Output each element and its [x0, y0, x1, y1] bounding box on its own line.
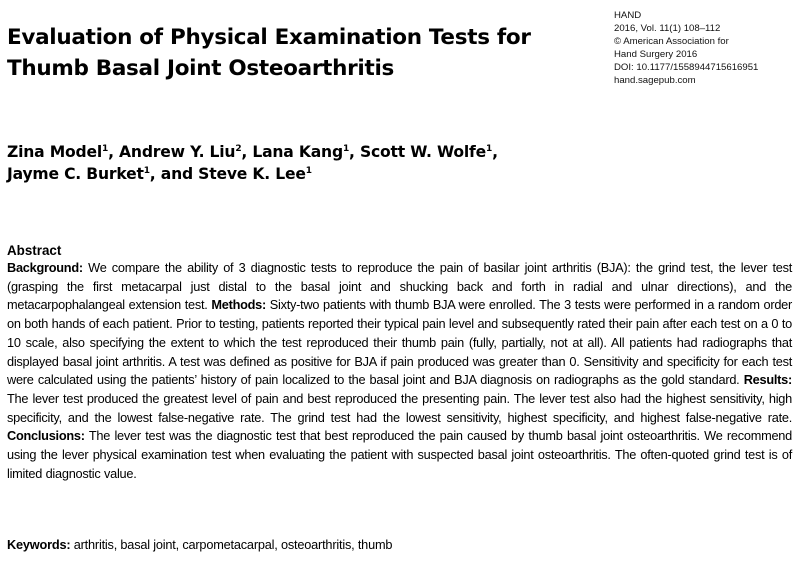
- affiliation-mark: 1: [102, 144, 109, 154]
- author-separator: , and: [149, 165, 199, 183]
- keywords: [7, 537, 707, 553]
- author-separator: ,: [349, 143, 360, 161]
- author-name: Andrew Y. Liu: [119, 143, 236, 161]
- journal-name: HAND: [614, 10, 642, 21]
- abstract-body: [7, 259, 792, 483]
- author-name: Zina Model: [7, 143, 103, 161]
- author-name: Scott W. Wolfe: [359, 143, 487, 161]
- affiliation-mark: 1: [305, 166, 312, 176]
- author-separator: ,: [241, 143, 253, 161]
- affiliation-mark: 1: [342, 144, 349, 154]
- author-name: Steve K. Lee: [198, 165, 306, 183]
- author-separator: ,: [492, 143, 498, 161]
- abstract-heading: Abstract: [7, 243, 62, 258]
- journal-citation: 2016, Vol. 11(1) 108–112: [614, 23, 721, 34]
- author-line-1: [7, 141, 707, 163]
- copyright-line-2: Hand Surgery 2016: [614, 49, 698, 60]
- article-title-line-2: Thumb Basal Joint Osteoarthritis: [7, 56, 395, 81]
- keywords-text: arthritis, basal joint, carpometacarpal, osteoarthritis, thumb: [70, 537, 393, 552]
- conclusions-label: Conclusions:: [7, 428, 85, 444]
- doi[interactable]: DOI: 10.1177/1558944715616951: [614, 62, 759, 73]
- author-name: Lana Kang: [252, 143, 343, 161]
- article-title: [7, 22, 587, 84]
- journal-website[interactable]: hand.sagepub.com: [614, 75, 696, 86]
- affiliation-mark: 2: [235, 144, 242, 154]
- journal-metadata: [614, 9, 800, 87]
- results-text: The lever test produced the greatest level of pain and best reproduced the presenting pain. The lever test also had the highest sensitivity, high specificity, and the lowest false-negative rate. The grind test had the lowest sensitivity, highest specificity, and highest false-negative rate.: [7, 390, 792, 425]
- affiliation-mark: 1: [143, 166, 150, 176]
- background-label: Background:: [7, 260, 83, 275]
- affiliation-mark: 1: [486, 144, 493, 154]
- author-list: [7, 141, 707, 185]
- results-label: Results:: [743, 372, 792, 388]
- author-separator: ,: [108, 143, 120, 161]
- article-title-line-1: Evaluation of Physical Examination Tests for: [7, 25, 531, 50]
- copyright-line-1: © American Association for: [614, 36, 729, 47]
- keywords-label: Keywords:: [7, 537, 71, 552]
- author-name: Jayme C. Burket: [7, 165, 144, 183]
- background-text: We compare the ability of 3 diagnostic tests to reproduce the pain of basilar joint arthritis (BJA): the grind test, the lever test (grasping the first metacarpal just distal to the basal joint and shucking back and forth in radial and ulnar directions), and the metacarpophalangeal extension test.: [7, 260, 792, 313]
- methods-text: Sixty-two patients with thumb BJA were enrolled. The 3 tests were performed in a random order on both hands of each patient. Prior to testing, patients reported their typical pain level and subsequently rated their pain after each test on a 0 to 10 scale, also specifying the extent to which the test reproduced their thumb pain (fully, partially, not at all). All patients had radiographs that displayed basal joint arthritis. A test was defined as positive for BJA if pain produced was greater than 0. Sensitivity and specificity for each test were calculated using the patients’ history of pain localized to the basal joint and BJA diagnosis on radiographs as the gold standard.: [7, 297, 792, 388]
- conclusions-text: The lever test was the diagnostic test that best reproduced the pain caused by thumb basal joint osteoarthritis. We recommend using the lever physical examination test when evaluating the patient with suspected basal joint osteoarthritis. The often-quoted grind test is of limited diagnostic value.: [7, 428, 792, 481]
- methods-label: Methods:: [211, 297, 267, 313]
- author-line-2: [7, 163, 707, 185]
